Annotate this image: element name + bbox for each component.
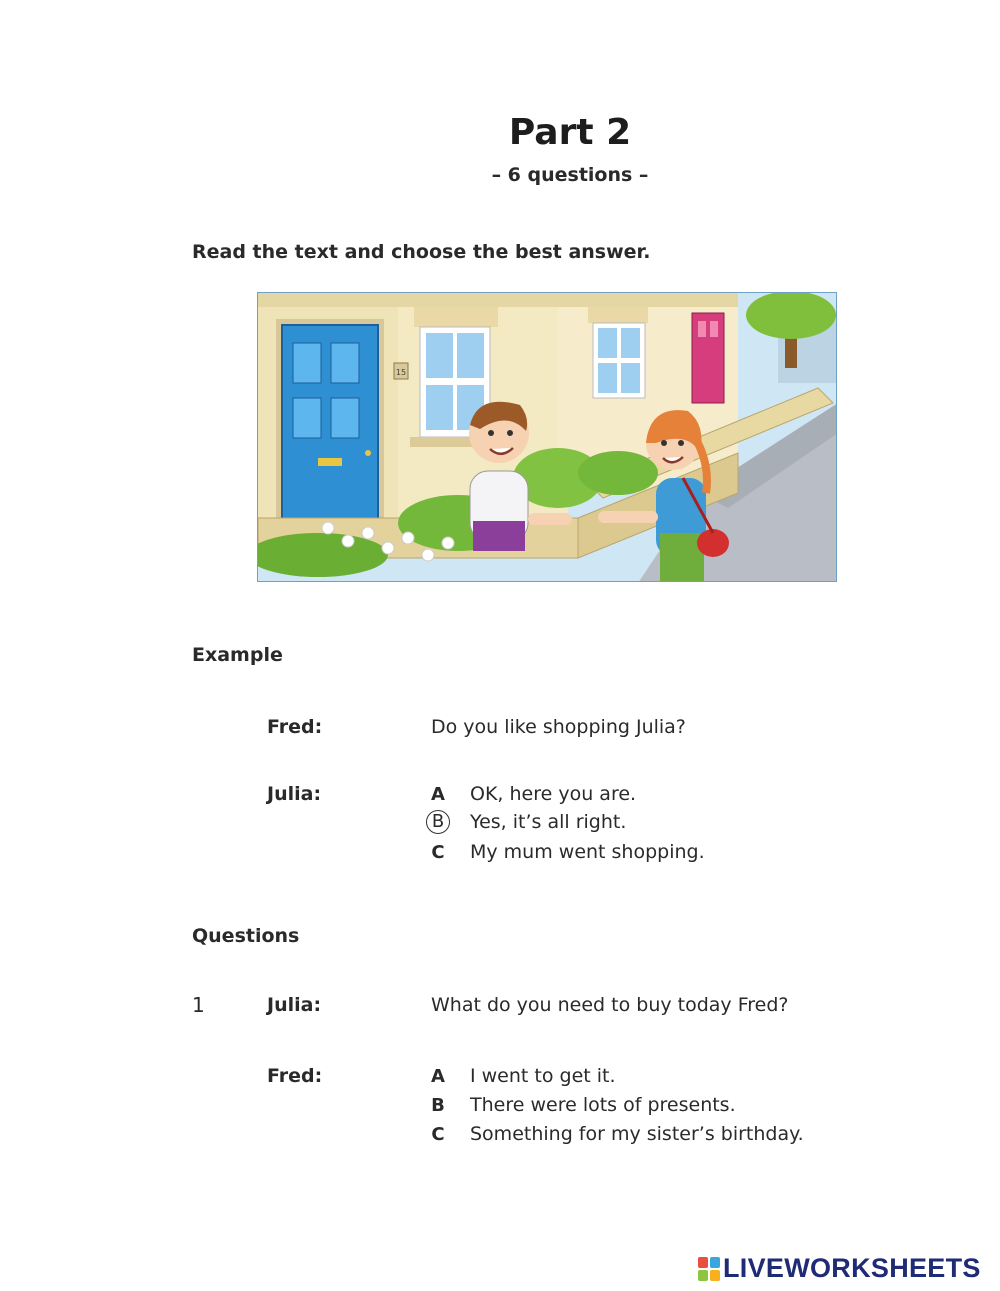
street-scene-svg bbox=[258, 293, 837, 582]
example-answer-speaker: Julia: bbox=[267, 783, 322, 805]
street-illustration bbox=[257, 292, 837, 582]
logo-square bbox=[710, 1270, 720, 1281]
question-number: 1 bbox=[192, 993, 205, 1017]
page-subtitle: – 6 questions – bbox=[491, 164, 649, 186]
question-option-text[interactable]: I went to get it. bbox=[470, 1065, 616, 1087]
question-option-letter[interactable]: A bbox=[431, 1066, 445, 1087]
question-answer-speaker: Fred: bbox=[267, 1065, 323, 1087]
example-option-text: OK, here you are. bbox=[470, 783, 637, 805]
example-option-letter: C bbox=[431, 842, 445, 863]
example-option-text: My mum went shopping. bbox=[470, 841, 705, 863]
house-number: 15 bbox=[395, 368, 407, 377]
page-title: Part 2 bbox=[508, 112, 632, 153]
question-option-letter[interactable]: C bbox=[431, 1124, 445, 1145]
question-prompt-text: What do you need to buy today Fred? bbox=[431, 994, 789, 1016]
question-prompt-speaker: Julia: bbox=[267, 994, 322, 1016]
example-option-letter: A bbox=[431, 784, 445, 805]
logo-square bbox=[698, 1257, 708, 1268]
example-option-letter-selected: B bbox=[426, 810, 450, 834]
liveworksheets-logo-icon bbox=[698, 1257, 720, 1281]
logo-square bbox=[698, 1270, 708, 1281]
example-prompt-text: Do you like shopping Julia? bbox=[431, 716, 686, 738]
question-option-text[interactable]: Something for my sister’s birthday. bbox=[470, 1123, 804, 1145]
example-heading: Example bbox=[192, 644, 283, 666]
questions-heading: Questions bbox=[192, 925, 300, 947]
logo-square bbox=[710, 1257, 720, 1268]
question-option-text[interactable]: There were lots of presents. bbox=[470, 1094, 736, 1116]
question-option-letter[interactable]: B bbox=[431, 1095, 445, 1116]
brand-name: LIVEWORKSHEETS bbox=[723, 1253, 981, 1283]
instruction-text: Read the text and choose the best answer. bbox=[192, 241, 651, 263]
liveworksheets-brand bbox=[698, 1253, 981, 1284]
example-prompt-speaker: Fred: bbox=[267, 716, 323, 738]
example-option-text: Yes, it’s all right. bbox=[470, 811, 627, 833]
